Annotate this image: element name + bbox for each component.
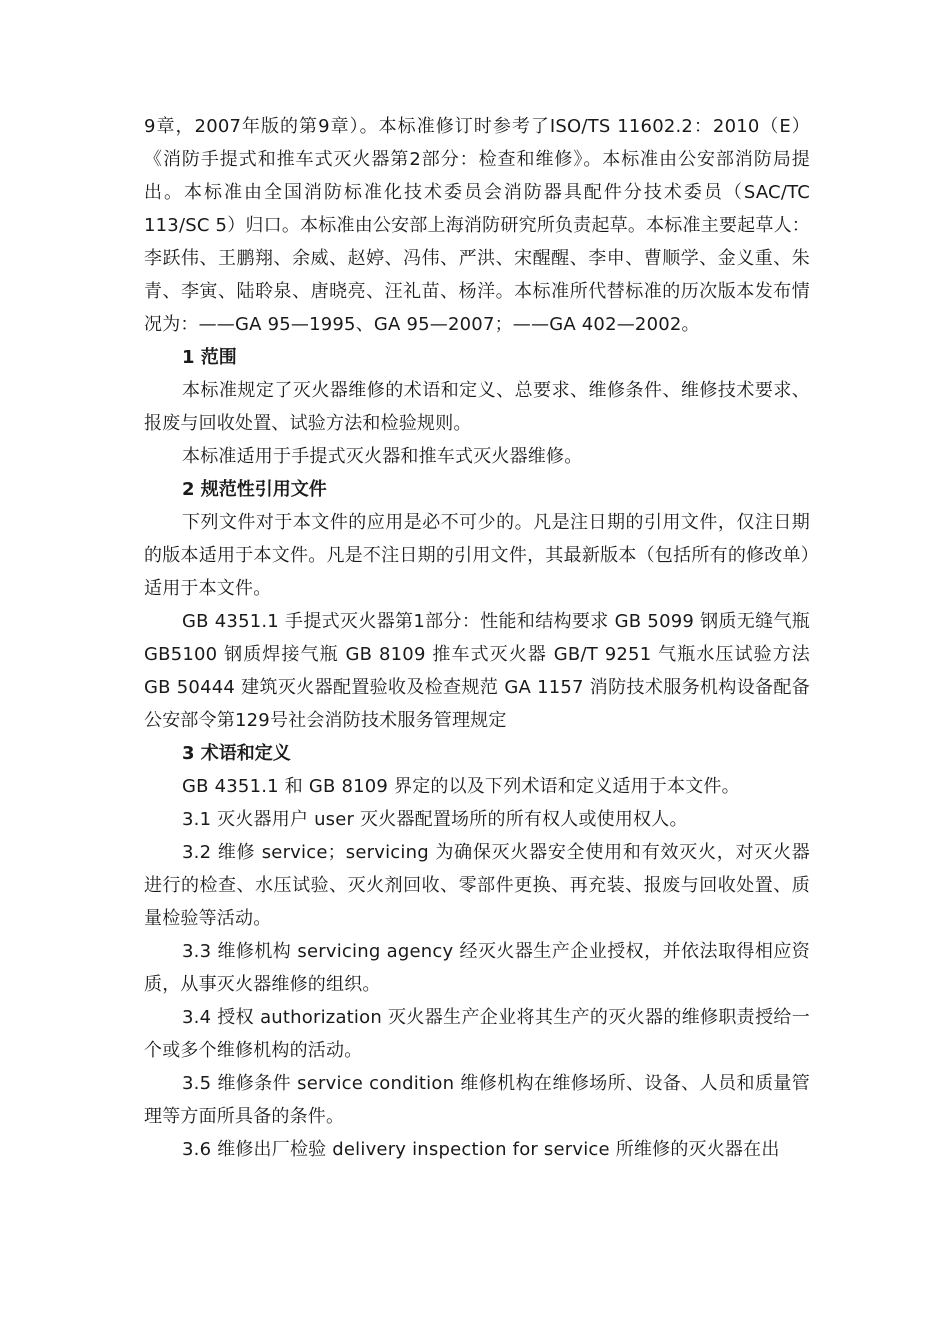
term-3-4: 3.4 授权 authorization 灭火器生产企业将其生产的灭火器的维修职责授给一个或多个维修机构的活动。 [144,1007,810,1061]
term-3-6: 3.6 维修出厂检验 delivery inspection for service 所维修的灭火器在出 [182,1139,780,1160]
terms-intro-paragraph: GB 4351.1 和 GB 8109 界定的以及下列术语和定义适用于本文件。 [182,776,740,797]
intro-paragraph: 9章，2007年版的第9章）。本标准修订时参考了ISO/TS 11602.2：2010（E）《消防手提式和推车式灭火器第2部分：检查和维修》。本标准由公安部消防局提出。本标准由全国消防标准化技术委员会消防器具配件分技术委员（SAC/TC 113/SC 5）归口。本标准由公安部上海消防研究所负责起草。本标准主要起草人：李跃伟、王鹏翔、余威、赵婷、冯伟、严洪、宋醒醒、李申、曹顺学、金义重、朱青、李寅、陆聆泉、唐晓亮、汪礼苗、杨洋。本标准所代替标准的历次版本发布情况为：——GA 95—1995、GA 95—2007；——GA 402—2002。 [144,116,810,335]
document-page [144,110,810,1166]
section-heading-terms: 3 术语和定义 [182,743,291,764]
section-heading-scope: 1 范围 [182,347,237,368]
term-3-2: 3.2 维修 service；servicing 为确保灭火器安全使用和有效灭火，对灭火器进行的检查、水压试验、灭火剂回收、零部件更换、再充装、报废与回收处置、质量检验等活动。 [144,842,810,929]
normative-references-list: GB 4351.1 手提式灭火器第1部分：性能和结构要求 GB 5099 钢质无缝气瓶 GB5100 钢质焊接气瓶 GB 8109 推车式灭火器 GB/T 9251 气瓶水压试验方法 GB 50444 建筑灭火器配置验收及检查规范 GA 1157 消防技术服务机构设备配备公安部令第129号社会消防技术服务管理规定 [144,611,810,731]
term-3-5: 3.5 维修条件 service condition 维修机构在维修场所、设备、人员和质量管理等方面所具备的条件。 [144,1073,810,1127]
scope-paragraph-2: 本标准适用于手提式灭火器和推车式灭火器维修。 [182,446,583,467]
term-3-3: 3.3 维修机构 servicing agency 经灭火器生产企业授权，并依法取得相应资质，从事灭火器维修的组织。 [144,941,810,995]
section-heading-normative-references: 2 规范性引用文件 [182,479,327,500]
term-3-1: 3.1 灭火器用户 user 灭火器配置场所的所有权人或使用权人。 [182,809,688,830]
scope-paragraph-1: 本标准规定了灭火器维修的术语和定义、总要求、维修条件、维修技术要求、报废与回收处置、试验方法和检验规则。 [144,380,810,434]
normative-references-paragraph-1: 下列文件对于本文件的应用是必不可少的。凡是注日期的引用文件，仅注日期的版本适用于本文件。凡是不注日期的引用文件，其最新版本（包括所有的修改单）适用于本文件。 [144,512,810,599]
